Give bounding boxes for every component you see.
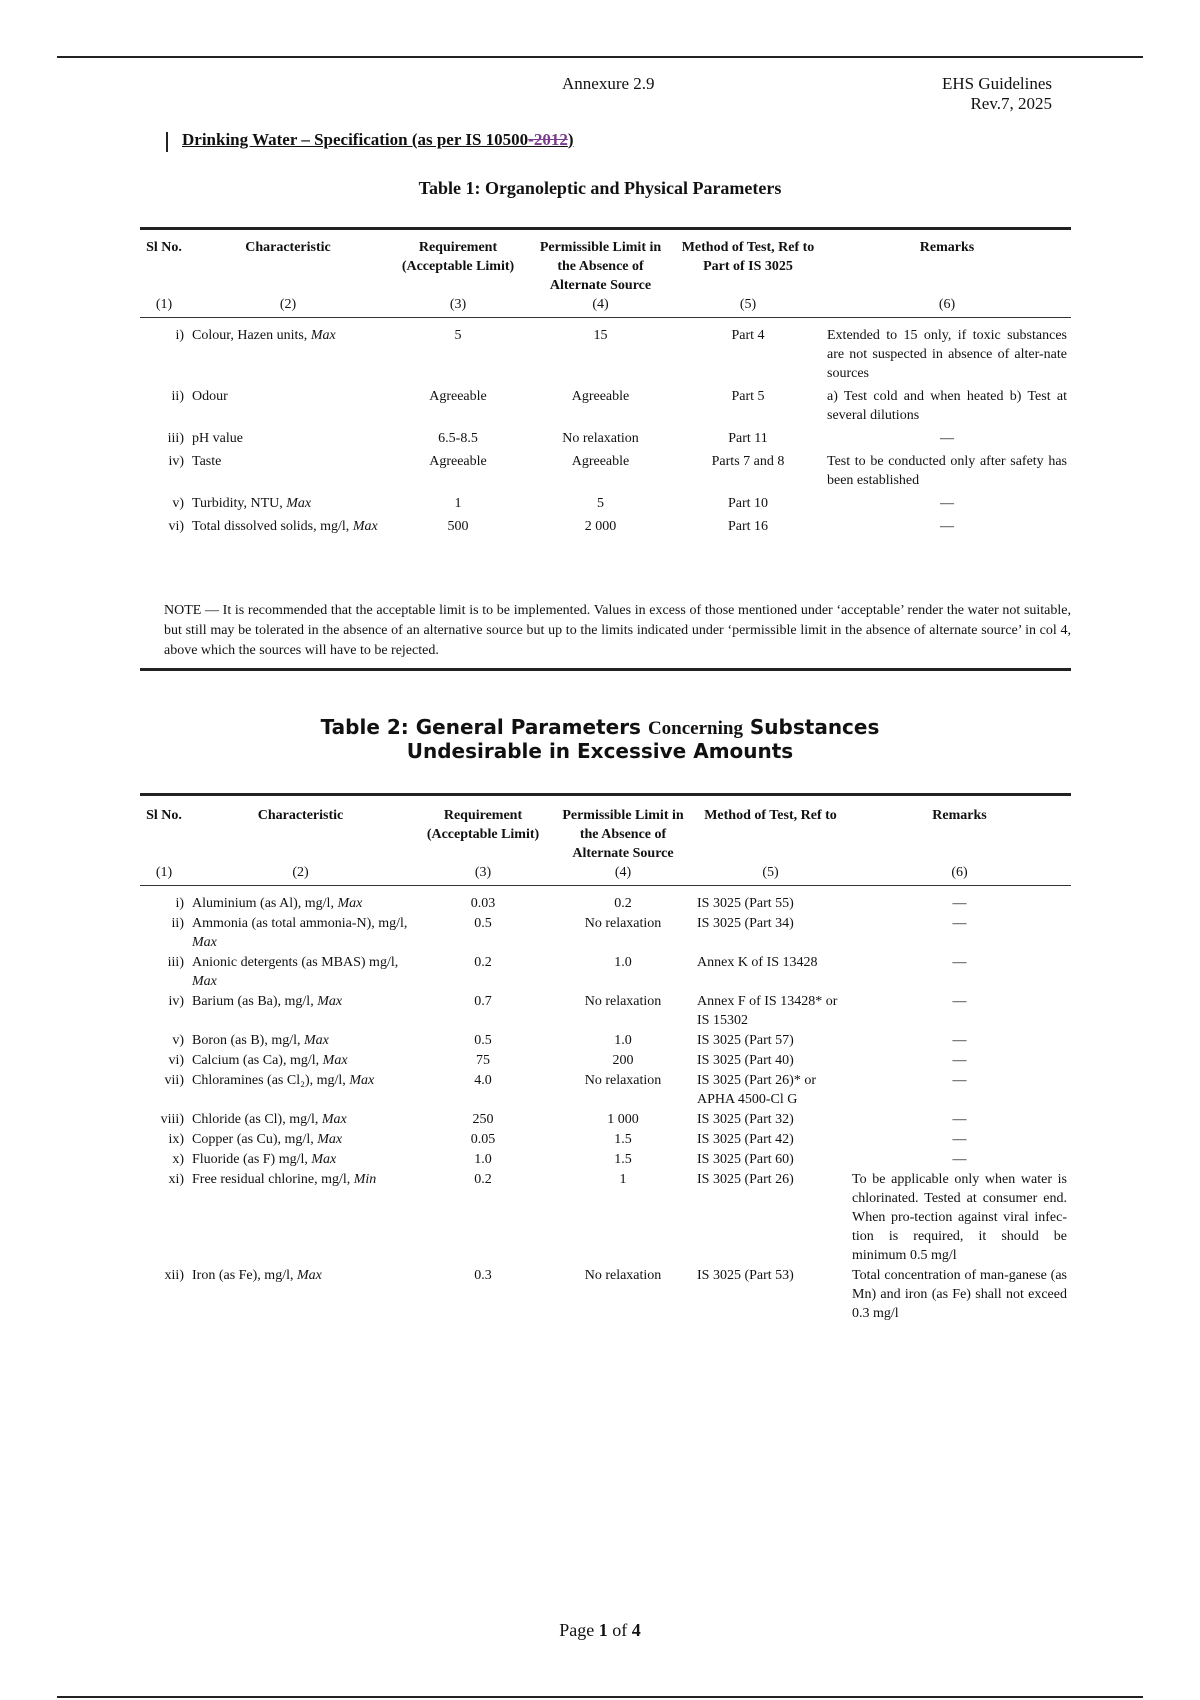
row-remarks: — xyxy=(952,1033,967,1048)
limit-qualifier: Max xyxy=(311,1152,337,1167)
row-requirement: 6.5-8.5 xyxy=(438,431,478,446)
table1-header-requirement: Requirement (Acceptable Limit) xyxy=(401,240,515,274)
table2-colnum: (1) xyxy=(155,865,173,880)
row-remarks: — xyxy=(952,1073,967,1088)
row-method: IS 3025 (Part 34) xyxy=(697,916,794,931)
row-characteristic: Calcium (as Ca), mg/l, Max xyxy=(192,1053,348,1068)
row-sl: ii) xyxy=(171,916,184,931)
row-method: IS 3025 (Part 60) xyxy=(697,1152,794,1167)
row-sl: vi) xyxy=(168,519,184,534)
row-method: Annex F of IS 13428* or IS 15302 xyxy=(697,994,838,1028)
table2-header-permissible: Permissible Limit in the Absence of Alternate Source xyxy=(562,808,684,861)
row-requirement: Agreeable xyxy=(429,389,487,404)
row-sl: v) xyxy=(172,496,184,511)
limit-qualifier: Max xyxy=(349,1073,375,1088)
table1-colnum: (6) xyxy=(938,297,956,312)
row-remarks: — xyxy=(940,496,954,511)
table2-title-c: Substances Undesirable in Excessive Amounts xyxy=(406,715,880,763)
row-permissible: 1.5 xyxy=(614,1152,632,1167)
table2-row xyxy=(140,1051,1071,1071)
row-remarks: — xyxy=(952,1053,967,1068)
table2-row xyxy=(140,1150,1071,1170)
row-method: IS 3025 (Part 55) xyxy=(697,896,794,911)
row-requirement: 0.2 xyxy=(474,1172,492,1187)
row-requirement: 0.5 xyxy=(474,1033,492,1048)
heading-close: ) xyxy=(567,130,574,149)
row-characteristic: pH value xyxy=(192,431,243,446)
row-method: Part 16 xyxy=(727,519,769,534)
table1-header-permissible: Permissible Limit in the Absence of Alternate Source xyxy=(539,240,662,293)
table2-title xyxy=(0,716,1200,763)
row-characteristic: Iron (as Fe), mg/l, Max xyxy=(192,1268,322,1283)
change-bar xyxy=(166,132,168,152)
row-method: Parts 7 and 8 xyxy=(711,454,785,469)
row-permissible: 1.0 xyxy=(614,1033,632,1048)
row-sl: iii) xyxy=(167,431,184,446)
row-permissible: 1 xyxy=(619,1172,627,1187)
row-requirement: 4.0 xyxy=(474,1073,492,1088)
row-remarks: Test to be conducted only after safety has been established xyxy=(827,454,1067,488)
row-permissible: 15 xyxy=(593,328,608,343)
table1-header-row xyxy=(140,238,1071,295)
row-sl: ix) xyxy=(168,1132,184,1147)
limit-qualifier: Max xyxy=(286,496,312,511)
table1-note: NOTE — It is recommended that the acceptable limit is to be implemented. Values in excess of those mentioned under ‘acceptable’ render the water not suitable, but still may be tolerated in the absence of an alternative source but up to the limits indicated under ‘permissible limit in the absence of alternate source’ in col 4, above which the sources will have to be rejected. xyxy=(164,603,1071,658)
row-sl: i) xyxy=(175,896,184,911)
limit-qualifier: Max xyxy=(304,1033,329,1048)
page-of: of xyxy=(607,1620,632,1640)
row-requirement: 0.05 xyxy=(470,1132,496,1147)
page-current: 1 xyxy=(598,1620,608,1640)
row-sl: vii) xyxy=(164,1073,184,1088)
row-characteristic: Total dissolved solids, mg/l, Max xyxy=(192,519,378,534)
table2 xyxy=(140,806,1071,1324)
table2-row xyxy=(140,886,1071,915)
row-remarks: — xyxy=(940,519,954,534)
table1-colnum: (5) xyxy=(739,297,757,312)
row-sl: xii) xyxy=(164,1268,184,1283)
row-permissible: 5 xyxy=(597,496,604,511)
row-characteristic: Fluoride (as F) mg/l, Max xyxy=(192,1152,337,1167)
row-sl: i) xyxy=(175,328,184,343)
row-permissible: No relaxation xyxy=(584,1268,662,1283)
table2-colnum: (6) xyxy=(951,865,968,880)
table1-colnum: (3) xyxy=(449,297,467,312)
table2-row xyxy=(140,1130,1071,1150)
table2-top-rule xyxy=(140,793,1071,796)
row-requirement: 0.03 xyxy=(470,896,496,911)
doc-revision: Rev.7, 2025 xyxy=(970,94,1052,113)
table2-colnum-row xyxy=(140,863,1071,886)
row-method: Annex K of IS 13428 xyxy=(697,955,818,970)
row-method: Part 10 xyxy=(727,496,769,511)
limit-qualifier: Max xyxy=(317,1132,343,1147)
row-permissible: 0.2 xyxy=(614,896,632,911)
row-method: Part 5 xyxy=(731,389,765,404)
table1-bottom-rule xyxy=(140,668,1071,671)
table2-row xyxy=(140,953,1071,992)
page-prefix: Page xyxy=(559,1620,599,1640)
row-characteristic: Chloramines (as Cl₂), mg/l, Max xyxy=(192,1073,375,1088)
limit-qualifier: Max xyxy=(352,519,378,534)
table1-colnum-row xyxy=(140,295,1071,318)
row-method: IS 3025 (Part 53) xyxy=(697,1268,794,1283)
row-characteristic: Boron (as B), mg/l, Max xyxy=(192,1033,329,1048)
row-remarks: — xyxy=(952,916,967,931)
row-permissible: No relaxation xyxy=(584,994,662,1009)
row-method: IS 3025 (Part 57) xyxy=(697,1033,794,1048)
row-characteristic: Taste xyxy=(192,454,222,469)
table1-header-sl: Sl No. xyxy=(146,240,182,255)
table1-row xyxy=(140,318,1071,388)
table2-title-b: Concerning xyxy=(647,718,743,739)
limit-qualifier: Max xyxy=(192,935,217,950)
table1-title: Table 1: Organoleptic and Physical Parameters xyxy=(418,178,782,198)
row-method: Part 11 xyxy=(728,431,768,446)
table1-top-rule xyxy=(140,227,1071,230)
table2-row xyxy=(140,992,1071,1031)
row-sl: iv) xyxy=(168,994,184,1009)
row-permissible: Agreeable xyxy=(571,389,630,404)
row-requirement: 1 xyxy=(454,496,462,511)
table2-colnum: (4) xyxy=(614,865,632,880)
row-permissible: No relaxation xyxy=(584,916,662,931)
limit-qualifier: Max xyxy=(321,1112,347,1127)
table1-row xyxy=(140,429,1071,452)
heading-text: Drinking Water – Specification (as per IS 10500 xyxy=(182,130,529,149)
row-remarks: Extended to 15 only, if toxic substances are not suspected in absence of alter-nate sources xyxy=(827,328,1067,381)
row-method: IS 3025 (Part 26) xyxy=(697,1172,794,1187)
table2-row xyxy=(140,1170,1071,1266)
row-permissible: 1.5 xyxy=(614,1132,632,1147)
row-permissible: No relaxation xyxy=(562,431,639,446)
table2-header-method: Method of Test, Ref to xyxy=(704,808,837,823)
doc-name xyxy=(942,74,1052,114)
row-permissible: 1 000 xyxy=(607,1112,639,1127)
row-remarks: To be applicable only when water is chlorinated. Tested at consumer end. When pro-tection against viral infec-tion is required, it should be minimum 0.5 mg/l xyxy=(852,1172,1067,1263)
row-method: IS 3025 (Part 26)* or APHA 4500-Cl G xyxy=(697,1073,816,1107)
table1-colnum: (2) xyxy=(279,297,297,312)
table2-row xyxy=(140,1110,1071,1130)
row-characteristic: Ammonia (as total ammonia-N), mg/l, Max xyxy=(192,916,408,950)
row-remarks: a) Test cold and when heated b) Test at several dilutions xyxy=(827,389,1067,423)
row-sl: viii) xyxy=(160,1112,184,1127)
row-requirement: 0.2 xyxy=(474,955,492,970)
row-sl: x) xyxy=(172,1152,184,1167)
row-requirement: 0.3 xyxy=(474,1268,492,1283)
table1 xyxy=(140,238,1071,540)
row-sl: v) xyxy=(172,1033,184,1048)
row-remarks: — xyxy=(952,896,967,911)
annexure-label: Annexure 2.9 xyxy=(562,74,655,93)
table2-colnum: (3) xyxy=(474,865,492,880)
top-rule xyxy=(57,56,1143,58)
row-characteristic: Copper (as Cu), mg/l, Max xyxy=(192,1132,343,1147)
table2-header-requirement: Requirement (Acceptable Limit) xyxy=(426,808,540,842)
row-characteristic: Anionic detergents (as MBAS) mg/l, Max xyxy=(192,955,399,989)
row-characteristic: Turbidity, NTU, Max xyxy=(192,496,312,511)
row-sl: iii) xyxy=(167,955,184,970)
row-permissible: No relaxation xyxy=(584,1073,662,1088)
row-characteristic: Colour, Hazen units, Max xyxy=(192,328,336,343)
table2-row xyxy=(140,1071,1071,1110)
row-requirement: 500 xyxy=(447,519,469,534)
row-characteristic: Aluminium (as Al), mg/l, Max xyxy=(192,896,363,911)
row-requirement: 5 xyxy=(454,328,462,343)
row-method: Part 4 xyxy=(731,328,765,343)
row-sl: vi) xyxy=(168,1053,184,1068)
limit-qualifier: Min xyxy=(353,1172,377,1187)
row-requirement: Agreeable xyxy=(429,454,487,469)
row-remarks: — xyxy=(952,1152,967,1167)
row-permissible: 2 000 xyxy=(584,519,617,534)
table2-header-remarks: Remarks xyxy=(932,808,987,823)
table2-row xyxy=(140,914,1071,953)
limit-qualifier: Max xyxy=(337,896,363,911)
row-permissible: Agreeable xyxy=(571,454,630,469)
row-characteristic: Odour xyxy=(192,389,228,404)
row-sl: xi) xyxy=(168,1172,184,1187)
row-remarks: — xyxy=(952,955,967,970)
limit-qualifier: Max xyxy=(310,328,336,343)
row-permissible: 1.0 xyxy=(614,955,632,970)
row-characteristic: Barium (as Ba), mg/l, Max xyxy=(192,994,343,1009)
table1-row xyxy=(140,517,1071,540)
row-remarks: — xyxy=(940,431,954,446)
row-characteristic: Free residual chlorine, mg/l, Min xyxy=(192,1172,377,1187)
bottom-rule xyxy=(57,1696,1143,1698)
table2-row xyxy=(140,1031,1071,1051)
row-method: IS 3025 (Part 42) xyxy=(697,1132,794,1147)
table1-header-characteristic: Characteristic xyxy=(245,240,331,255)
table1-row xyxy=(140,452,1071,494)
table2-row xyxy=(140,1266,1071,1324)
row-sl: ii) xyxy=(171,389,184,404)
row-requirement: 1.0 xyxy=(474,1152,492,1167)
row-remarks: Total concentration of man-ganese (as Mn) and iron (as Fe) shall not exceed 0.3 mg/l xyxy=(852,1268,1067,1321)
row-method: IS 3025 (Part 40) xyxy=(697,1053,794,1068)
row-requirement: 250 xyxy=(472,1112,494,1127)
row-requirement: 0.5 xyxy=(474,916,492,931)
table2-header-sl: Sl No. xyxy=(146,808,182,823)
limit-qualifier: Max xyxy=(322,1053,348,1068)
row-remarks: — xyxy=(952,1112,967,1127)
table1-row xyxy=(140,494,1071,517)
limit-qualifier: Max xyxy=(192,974,217,989)
table2-colnum: (2) xyxy=(292,865,309,880)
page-total: 4 xyxy=(631,1620,641,1640)
row-remarks: — xyxy=(952,1132,967,1147)
table1-colnum: (4) xyxy=(592,297,609,312)
table1-row xyxy=(140,387,1071,429)
limit-qualifier: Max xyxy=(317,994,343,1009)
table2-title-a: Table 2: General Parameters xyxy=(320,715,648,739)
row-requirement: 0.7 xyxy=(474,994,492,1009)
table2-colnum: (5) xyxy=(762,865,779,880)
table1-header-remarks: Remarks xyxy=(919,240,975,255)
limit-qualifier: Max xyxy=(296,1268,322,1283)
row-method: IS 3025 (Part 32) xyxy=(697,1112,794,1127)
table1-colnum: (1) xyxy=(155,297,173,312)
table1-header-method: Method of Test, Ref to Part of IS 3025 xyxy=(681,240,815,274)
page-heading xyxy=(182,130,574,150)
row-requirement: 75 xyxy=(476,1053,490,1068)
row-characteristic: Chloride (as Cl), mg/l, Max xyxy=(192,1112,347,1127)
table2-header-row xyxy=(140,806,1071,863)
doc-title: EHS Guidelines xyxy=(941,74,1052,93)
table2-header-characteristic: Characteristic xyxy=(257,808,344,823)
row-remarks: — xyxy=(952,994,967,1009)
heading-struck: -2012 xyxy=(528,130,568,149)
row-sl: iv) xyxy=(168,454,184,469)
row-permissible: 200 xyxy=(612,1053,634,1068)
page-footer xyxy=(0,1620,1200,1641)
